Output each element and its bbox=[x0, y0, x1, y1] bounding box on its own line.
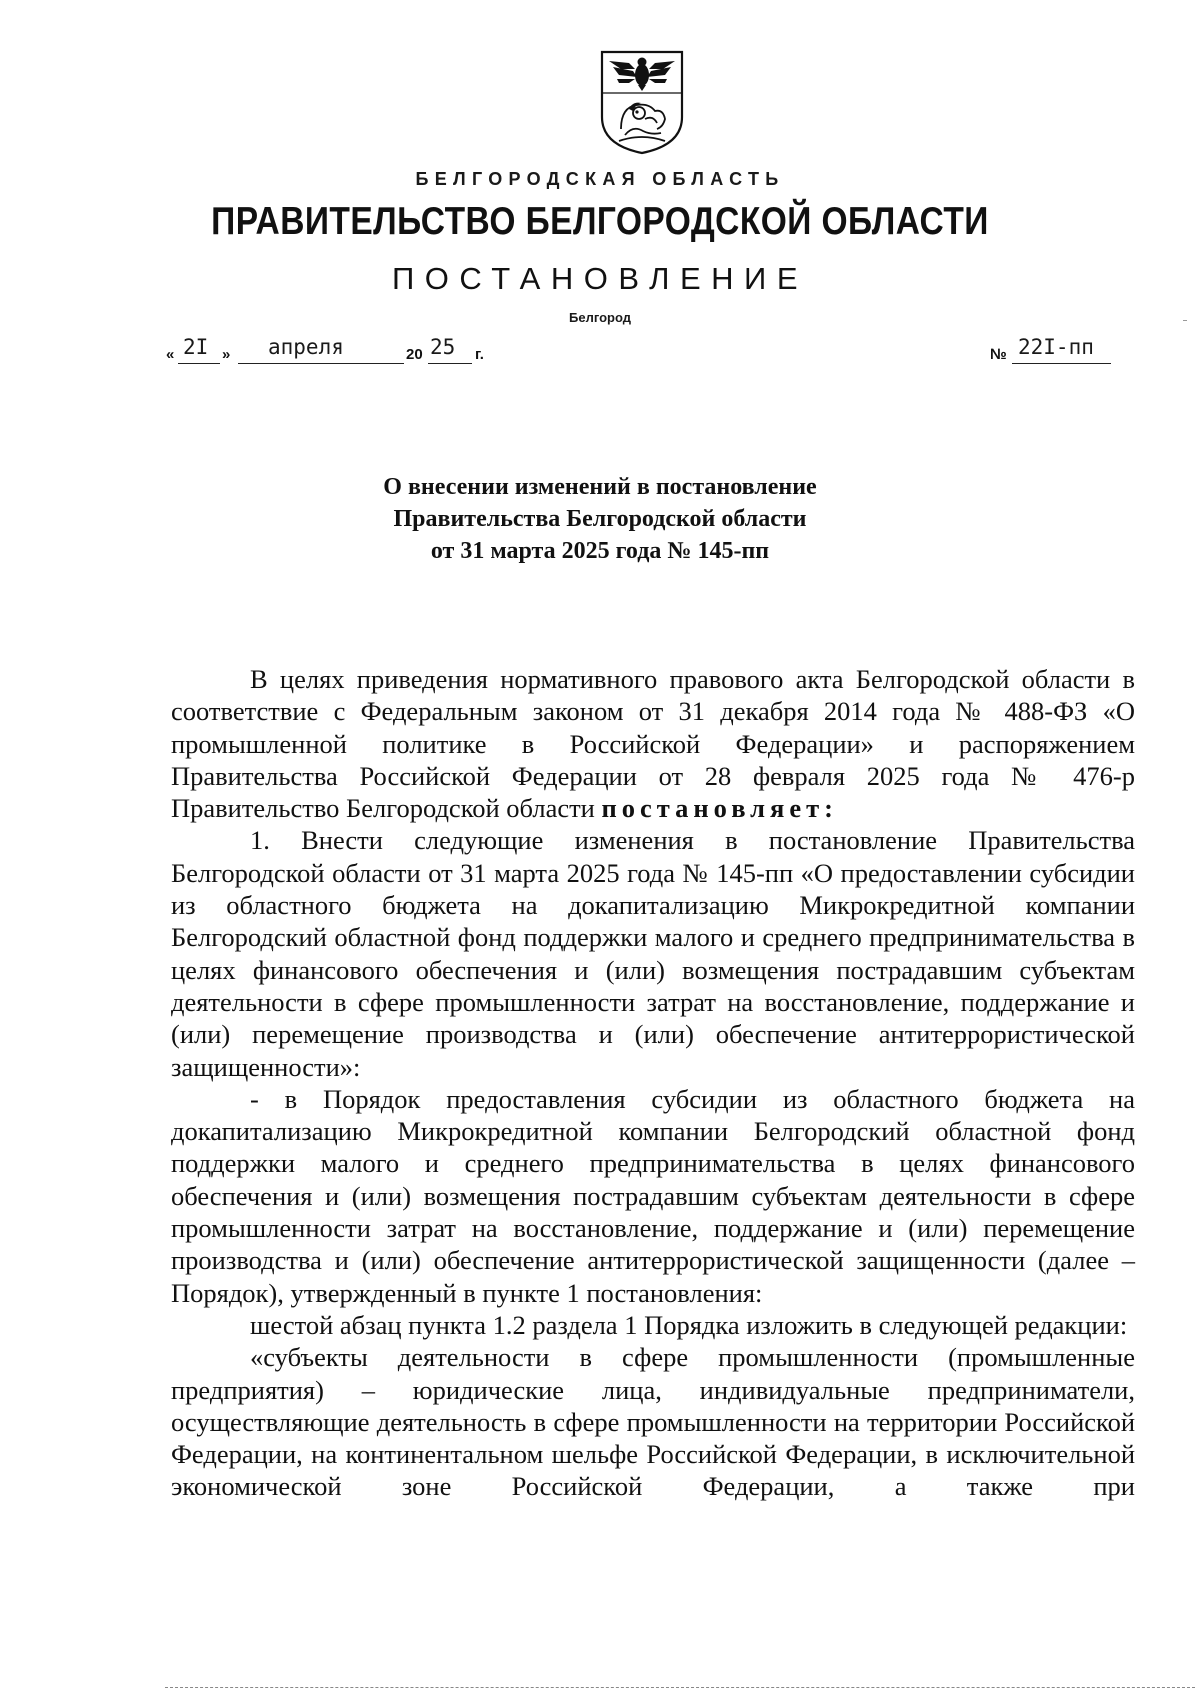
preamble-text: В целях приведения нормативного правового акта Белгородской области в соответствие с Федеральным законом от 31 декабря 2014 года № 488-ФЗ «О промышленной политике в Российской Федерации» и распоряжением Правительства Российской Федерации от 28 февраля 2025 года № 476-р Правительство Белгородской области bbox=[171, 664, 1135, 824]
month-underline bbox=[238, 363, 404, 364]
close-quote: » bbox=[222, 346, 231, 363]
number-label: № bbox=[990, 346, 1007, 363]
sixth-paragraph-instruction: шестой абзац пункта 1.2 раздела 1 Порядка изложить в следующей редакции: bbox=[250, 1309, 1128, 1340]
document-body bbox=[171, 663, 1135, 1503]
region-name: БЕЛГОРОДСКАЯ ОБЛАСТЬ bbox=[415, 169, 785, 189]
open-quote: « bbox=[166, 346, 175, 363]
new-wording-paragraph: «субъекты деятельности в сфере промышленности (промышленные предприятия) – юридические лица, индивидуальные предприниматели, осуществляющие деятельность в сфере промышленности на территории Российской Федерации, на континентальном шельфе Российской Федерации, в исключительной экономической зоне Российской Федерации, а также при bbox=[171, 1342, 1135, 1502]
title-line-2: Правительства Белгородской области bbox=[393, 506, 807, 532]
scan-mark bbox=[1183, 320, 1187, 321]
title-line-3: от 31 марта 2025 года № 145-пп bbox=[430, 538, 770, 564]
day-underline bbox=[178, 363, 220, 364]
document-title bbox=[0, 471, 1200, 567]
scan-bottom-edge bbox=[165, 1687, 1195, 1688]
belgorod-coat-of-arms-icon bbox=[599, 49, 685, 155]
item-1-paragraph: 1. Внести следующие изменения в постановление Правительства Белгородской области от 31 марта 2025 года № 145-пп «О предоставлении субсидии из областного бюджета на докапитализацию Микрокредитной компании Белгородский областной фонд поддержки малого и среднего предпринимательства в целях финансового обеспечения и (или) возмещения пострадавшим субъектам деятельности в сфере промышленности затрат на восстановление, поддержание и (или) перемещение производства и (или) обеспечение антитеррористической защищенности»: bbox=[171, 825, 1135, 1082]
date-year-prefix: 20 bbox=[406, 346, 423, 363]
date-month: апреля bbox=[268, 335, 344, 359]
date-year-suffix: 25 bbox=[430, 335, 456, 359]
date-year-unit: г. bbox=[475, 346, 484, 363]
document-number: 22I-пп bbox=[1018, 335, 1094, 359]
document-kind: ПОСТАНОВЛЕНИЕ bbox=[391, 261, 809, 296]
city-name: Белгород bbox=[569, 310, 631, 325]
government-name: ПРАВИТЕЛЬСТВО БЕЛГОРОДСКОЙ ОБЛАСТИ bbox=[211, 200, 989, 243]
date-day: 2I bbox=[183, 335, 209, 359]
resolves-word: постановляет: bbox=[601, 793, 838, 824]
procedure-amendment-paragraph: - в Порядок предоставления субсидии из областного бюджета на докапитализацию Микрокредитной компании Белгородский областной фонд поддержки малого и среднего предпринимательства в целях финансового обеспечения и (или) возмещения пострадавшим субъектам деятельности в сфере промышленности затрат на восстановление, поддержание и (или) перемещение производства и (или) обеспечение антитеррористической защищенности (далее – Порядок), утвержденный в пункте 1 постановления: bbox=[171, 1083, 1135, 1308]
year-underline bbox=[428, 363, 472, 364]
title-line-1: О внесении изменений в постановление bbox=[383, 474, 817, 500]
date-line bbox=[0, 335, 1200, 365]
number-underline bbox=[1012, 363, 1111, 364]
preamble-paragraph bbox=[171, 663, 1135, 824]
